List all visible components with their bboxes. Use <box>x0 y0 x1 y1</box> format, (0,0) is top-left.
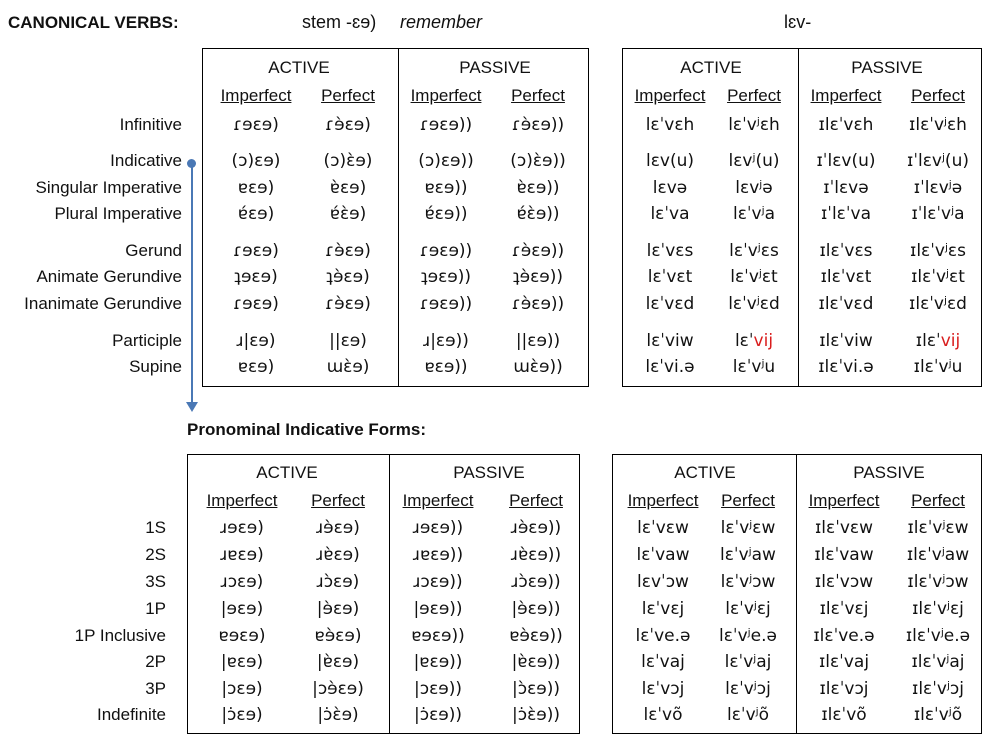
script-form: ɐɛɘ) <box>237 357 275 377</box>
script-form: ɹɐ̀ɛɘ)) <box>510 545 562 565</box>
ipa-form: ɪlɛˈvɛj <box>819 599 869 619</box>
pronominal-script-active-header: ACTIVE <box>256 463 318 482</box>
row-label: 2P <box>145 652 166 671</box>
ipa-form: lɛˈvõ <box>643 705 683 725</box>
row-label: Singular Imperative <box>35 178 182 197</box>
ipa-form: lɛˈvʲɛt <box>730 267 778 287</box>
row-label: 1P Inclusive <box>74 626 166 645</box>
script-form: ɐ̀ɛɘ) <box>329 178 367 198</box>
script-form: ɹ|ɛɘ) <box>236 331 276 351</box>
arrow-connector <box>191 164 193 404</box>
script-form: (ɔ)ɛɘ)) <box>418 151 474 171</box>
script-form: ɹɔ̀ɛɘ)) <box>511 572 561 592</box>
canonical-ipa-perfect-header: Perfect <box>911 86 965 105</box>
script-form: ɯɛ̀ɘ)) <box>513 357 563 377</box>
ipa-form: lɛˈvɛs <box>646 241 694 261</box>
script-form: ɐɘ̀ɛɘ) <box>314 626 362 646</box>
script-form: ɾɘɛɘ)) <box>419 294 473 314</box>
script-form: ɾɘɛɘ) <box>233 241 279 261</box>
script-form: (ɔ)ɛɘ) <box>231 151 281 171</box>
ipa-form: ɪlɛˈviw <box>819 331 873 351</box>
canonical-script-imperfect-header: Imperfect <box>410 86 482 105</box>
canonical-ipa-passive-header: PASSIVE <box>851 58 923 77</box>
script-form: ɐɛɘ)) <box>424 178 468 198</box>
canonical-script-perfect-header: Perfect <box>321 86 375 105</box>
ipa-form: lɛˈvaj <box>641 652 685 672</box>
ipa-form: ɪlɛˈvʲõ <box>913 705 963 725</box>
ipa-form: lɛˈvʲe.ə <box>719 626 777 646</box>
row-label: Indicative <box>110 151 182 170</box>
ipa-form: lɛˈvɛh <box>645 115 695 135</box>
ipa-form: lɛˈvʲɔj <box>725 679 771 699</box>
ipa-form: lɛvə <box>652 178 688 198</box>
row-label: Infinitive <box>119 115 182 134</box>
ipa-form: ɪlɛˈve.ə <box>813 626 875 646</box>
pronominal-ipa-passive-header: PASSIVE <box>853 463 925 482</box>
canonical-script-passive-header: PASSIVE <box>459 58 531 77</box>
ipa-form: lɛˈvɔj <box>641 679 685 699</box>
row-label: 3S <box>145 572 166 591</box>
ipa-form: ɪlɛˈvaj <box>818 652 870 672</box>
ipa-form: ɪlɛˈvaw <box>814 545 874 565</box>
ipa-form: lɛv(u) <box>645 151 694 171</box>
ipa-form: ɪlɛˈvʲɛj <box>912 599 964 619</box>
script-form: (ɔ)ɛ̀ɘ)) <box>510 151 566 171</box>
ipa-form: ɪlɛˈvɔw <box>814 572 874 592</box>
ipa-form: ɪlɛˈvɛs <box>819 241 873 261</box>
ipa-form: lɛˈvʲɛw <box>720 518 776 538</box>
ipa-form: ɪˈlɛvʲ(u) <box>907 151 969 171</box>
script-form: ɹɘ̀ɛɘ)) <box>510 518 562 538</box>
pronominal-ipa-imperfect-header: Imperfect <box>627 491 699 510</box>
script-form: ɾɘɛɘ) <box>233 115 279 135</box>
script-form: ɹɐ̀ɛɘ) <box>316 545 360 565</box>
script-form: ɾɘ̀ɛɘ) <box>325 241 371 261</box>
pronominal-script-imperfect-header: Imperfect <box>206 491 278 510</box>
ipa-form: lɛvˈɔw <box>637 572 689 592</box>
script-form: |ɘɛɘ) <box>220 599 264 619</box>
pronominal-ipa-imperfect-header: Imperfect <box>808 491 880 510</box>
ipa-form: lɛˈvʲɛj <box>725 599 771 619</box>
row-label: 1P <box>145 599 166 618</box>
ipa-form: ɪlɛˈvʲɛw <box>907 518 969 538</box>
script-form: ɹɘɛɘ) <box>220 518 264 538</box>
script-form: |ɔ̇ɛɘ)) <box>414 705 462 725</box>
ipa-form: lɛˈvɛw <box>637 518 689 538</box>
ipa-form: ɪlɛˈvʲɛd <box>909 294 967 314</box>
script-form: |ɔɛɘ)) <box>414 679 462 699</box>
ipa-form: lɛˈvʲa <box>732 204 776 224</box>
ipa-form-highlighted: ɪlɛˈvij <box>915 331 961 351</box>
row-label: Gerund <box>125 241 182 260</box>
ipa-form: lɛˈvʲɔw <box>720 572 776 592</box>
script-form: ɾɘ̀ɛɘ)) <box>511 241 565 261</box>
ipa-form: lɛˈvaw <box>636 545 690 565</box>
ipa-form: lɛˈvɛt <box>647 267 693 287</box>
ipa-form: ɪlɛˈvɛh <box>818 115 874 135</box>
script-form: ɐɘɛɘ) <box>218 626 266 646</box>
ipa-form: lɛˈvʲõ <box>726 705 770 725</box>
script-form: ɹɐɛɘ) <box>220 545 264 565</box>
script-form: ɾɘ̀ɛɘ)) <box>511 115 565 135</box>
ipa-form: lɛvʲə <box>735 178 773 198</box>
arrow-down-icon <box>186 402 198 412</box>
script-form: ||ɛɘ)) <box>515 331 561 351</box>
pronominal-ipa-active-header: ACTIVE <box>674 463 736 482</box>
ipa-form: lɛˈvʲaj <box>724 652 772 672</box>
pronominal-ipa-perfect-header: Perfect <box>721 491 775 510</box>
ipa-form: ɪlɛˈvʲe.ə <box>905 626 971 646</box>
row-label: Animate Gerundive <box>36 267 182 286</box>
script-form: ɐɛɘ)) <box>424 357 468 377</box>
ipa-form: ɪlɛˈvʲɛt <box>911 267 965 287</box>
ipa-form: ɪˈlɛvʲə <box>913 178 963 198</box>
ipa-form: lɛˈve.ə <box>635 626 691 646</box>
canonical-ipa-imperfect-header: Imperfect <box>810 86 882 105</box>
row-label: Supine <box>129 357 182 376</box>
ipa-form: lɛˈvi.ə <box>645 357 695 377</box>
ipa-form: ɪˈlɛˈvʲa <box>911 204 965 224</box>
canonical-ipa-active-header: ACTIVE <box>680 58 742 77</box>
ipa-form: ɪˈlɛvə <box>823 178 869 198</box>
script-form: (ɔ)ɛ̀ɘ) <box>323 151 373 171</box>
ipa-form: ɪlɛˈvʲɔj <box>912 679 964 699</box>
script-form: ɐ̀ɛɘ)) <box>516 178 560 198</box>
canonical-script-perfect-header: Perfect <box>511 86 565 105</box>
row-label: 3P <box>145 679 166 698</box>
script-form: |ɘ̀ɛɘ) <box>316 599 360 619</box>
script-form: |ɘɛɘ)) <box>413 599 463 619</box>
ipa-form: lɛˈvɛd <box>645 294 695 314</box>
script-form: |ɔɛɘ) <box>221 679 263 699</box>
ipa-form: lɛvʲ(u) <box>728 151 780 171</box>
ipa-form: ɪlɛˈvɛw <box>814 518 874 538</box>
script-form: |ɔ̇ɛ̀ɘ) <box>317 705 359 725</box>
script-form: ɐ́ɛɘ)) <box>424 204 468 224</box>
canonical-ipa-imperfect-header: Imperfect <box>634 86 706 105</box>
script-form: ɾɘɛɘ)) <box>419 115 473 135</box>
ipa-form: lɛˈvɛj <box>641 599 685 619</box>
stem-gloss: remember <box>400 12 483 32</box>
ipa-form: ɪlɛˈvõ <box>821 705 867 725</box>
row-label: 2S <box>145 545 166 564</box>
row-label: Indefinite <box>97 705 166 724</box>
script-form: |ɔ̇ɛ̀ɘ)) <box>512 705 560 725</box>
script-form: ɾɘ̀ɛɘ) <box>325 294 371 314</box>
script-form: ɹɐɛɘ)) <box>412 545 464 565</box>
pronominal-ipa-perfect-header: Perfect <box>911 491 965 510</box>
ipa-form: lɛˈvʲu <box>732 357 776 377</box>
ipa-form: lɛˈvʲɛd <box>728 294 780 314</box>
script-form: ɹɘ̀ɛɘ) <box>316 518 360 538</box>
canonical-script-imperfect-header: Imperfect <box>220 86 292 105</box>
page-title: CANONICAL VERBS: <box>8 13 179 32</box>
row-label: Participle <box>112 331 182 350</box>
script-form: |ɐɛɘ)) <box>413 652 463 672</box>
ipa-form: ɪlɛˈvʲɔw <box>907 572 969 592</box>
ipa-form-highlighted: lɛˈvij <box>734 331 774 351</box>
ipa-form: ɪˈlɛv(u) <box>816 151 876 171</box>
canonical-script-active-header: ACTIVE <box>268 58 330 77</box>
script-form: ɹɔ̀ɛɘ) <box>316 572 360 592</box>
script-form: |ɔ̀ɛɘ)) <box>512 679 560 699</box>
ipa-form: ɪlɛˈvi.ə <box>818 357 874 377</box>
script-form: ʇɘ̀ɛɘ) <box>326 267 370 287</box>
lev-stem-label: lɛv- <box>784 12 812 32</box>
script-form: ɾɘɛɘ)) <box>419 241 473 261</box>
script-form: ʇɘɛɘ)) <box>420 267 472 287</box>
ipa-form: lɛˈva <box>650 204 690 224</box>
pronominal-script-perfect-header: Perfect <box>311 491 365 510</box>
ipa-form: lɛˈviw <box>646 331 694 351</box>
script-form: ɹ|ɛɘ)) <box>423 331 469 351</box>
ipa-form: ɪlɛˈvʲɛs <box>910 241 966 261</box>
script-form: ɐɘ̀ɛɘ)) <box>509 626 563 646</box>
ipa-form: ɪlɛˈvɛt <box>820 267 872 287</box>
ipa-form: ɪlɛˈvɔj <box>819 679 869 699</box>
ipa-form: ɪlɛˈvʲɛh <box>909 115 967 135</box>
script-form: ɐ́ɛɘ) <box>237 204 275 224</box>
arrow-origin-dot <box>187 159 196 168</box>
script-form: ɹɔɛɘ) <box>220 572 264 592</box>
script-form: ɹɔɛɘ)) <box>413 572 463 592</box>
pronominal-script-perfect-header: Perfect <box>509 491 563 510</box>
row-label: 1S <box>145 518 166 537</box>
stem-label: stem -ɛɘ) <box>302 12 377 32</box>
script-form: ɐ́ɛ̀ɘ)) <box>516 204 560 224</box>
pronominal-script-passive-header: PASSIVE <box>453 463 525 482</box>
ipa-form: lɛˈvʲɛs <box>729 241 779 261</box>
ipa-form: ɪlɛˈvʲu <box>913 357 963 377</box>
ipa-form: ɪlɛˈvʲaw <box>906 545 970 565</box>
canonical-ipa-perfect-header: Perfect <box>727 86 781 105</box>
script-form: |ɐ̀ɛɘ)) <box>511 652 561 672</box>
ipa-form: ɪˈlɛˈva <box>820 204 872 224</box>
ipa-form: lɛˈvʲaw <box>720 545 776 565</box>
script-form: ɾɘ̀ɛɘ) <box>325 115 371 135</box>
script-form: ||ɛɘ) <box>329 331 367 351</box>
pronominal-script-imperfect-header: Imperfect <box>402 491 474 510</box>
script-form: ɯɛ̀ɘ) <box>326 357 370 377</box>
ipa-form: lɛˈvʲɛh <box>728 115 780 135</box>
script-form: ɐɛɘ) <box>237 178 275 198</box>
script-form: ɾɘ̀ɛɘ)) <box>511 294 565 314</box>
script-form: ɐ́ɛ̀ɘ) <box>329 204 367 224</box>
ipa-form: ɪlɛˈvɛd <box>818 294 874 314</box>
script-form: ʇɘ̀ɛɘ)) <box>512 267 564 287</box>
script-form: |ɘ̀ɛɘ)) <box>511 599 561 619</box>
script-form: ɾɘɛɘ) <box>233 294 279 314</box>
script-form: |ɔ̇ɛɘ) <box>221 705 263 725</box>
ipa-form: ɪlɛˈvʲaj <box>911 652 965 672</box>
script-form: |ɐ̀ɛɘ) <box>316 652 360 672</box>
script-form: |ɔɘ̀ɛɘ) <box>312 679 364 699</box>
script-form: ɹɘɛɘ)) <box>412 518 464 538</box>
row-label: Inanimate Gerundive <box>24 294 182 313</box>
row-label: Plural Imperative <box>54 204 182 223</box>
pronominal-title: Pronominal Indicative Forms: <box>187 420 426 439</box>
script-form: |ɐɛɘ) <box>220 652 264 672</box>
script-form: ʇɘɛɘ) <box>234 267 278 287</box>
script-form: ɐɘɛɘ)) <box>411 626 465 646</box>
